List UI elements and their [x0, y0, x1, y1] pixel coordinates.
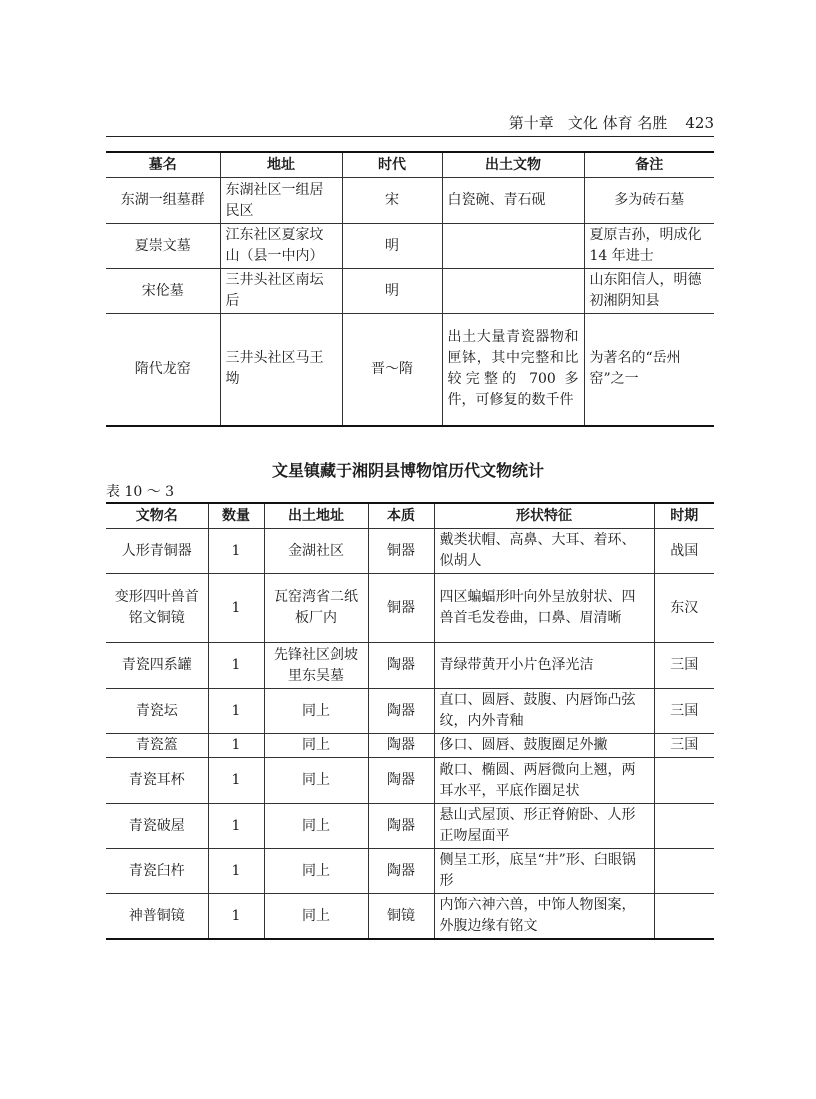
- table-cell: 陶器: [368, 734, 434, 758]
- tombs-table: [106, 151, 714, 427]
- table-header-row: [106, 152, 714, 178]
- column-header: 地址: [220, 152, 342, 178]
- table-row: [106, 894, 714, 940]
- table-row: [106, 574, 714, 643]
- table-row: [106, 529, 714, 574]
- table-cell: [442, 269, 584, 314]
- table-cell: 宋: [342, 178, 442, 224]
- table-row: [106, 804, 714, 849]
- table-cell: 夏原吉孙，明成化 14 年进士: [584, 224, 714, 269]
- table-cell: 神普铜镜: [106, 894, 208, 940]
- table-cell: 陶器: [368, 804, 434, 849]
- table-cell: 三国: [654, 734, 714, 758]
- table-cell: 三井头社区马王坳: [220, 314, 342, 426]
- table-cell: 隋代龙窑: [106, 314, 220, 426]
- table-cell: 变形四叶兽首铭文铜镜: [106, 574, 208, 643]
- table-cell: 同上: [264, 689, 368, 734]
- table-cell: 白瓷碗、青石砚: [442, 178, 584, 224]
- table-cell: 为著名的“岳州窑”之一: [584, 314, 714, 426]
- table-row: [106, 734, 714, 758]
- table-cell: 铜器: [368, 529, 434, 574]
- table-cell: 1: [208, 894, 264, 940]
- table-row: [106, 269, 714, 314]
- table-cell: 多为砖石墓: [584, 178, 714, 224]
- table-cell: 铜器: [368, 574, 434, 643]
- table-cell: 青瓷篕: [106, 734, 208, 758]
- table-number: 表 10 ～ 3: [106, 484, 175, 500]
- relics-table: [106, 502, 714, 940]
- table-cell: 东湖一组墓群: [106, 178, 220, 224]
- table-cell: 青瓷耳杯: [106, 758, 208, 804]
- table-cell: 戴类状帽、高鼻、大耳、着环、似胡人: [434, 529, 654, 574]
- table-cell: 敞口、椭圆、两唇微向上翘，两耳水平，平底作圈足状: [434, 758, 654, 804]
- table-cell: 青绿带黄开小片色泽光洁: [434, 643, 654, 689]
- table-header-row: [106, 503, 714, 529]
- table-row: [106, 224, 714, 269]
- table-cell: 同上: [264, 734, 368, 758]
- table-cell: 1: [208, 849, 264, 894]
- column-header: 时代: [342, 152, 442, 178]
- table-row: [106, 849, 714, 894]
- table-cell: 1: [208, 689, 264, 734]
- column-header: 时期: [654, 503, 714, 529]
- table-cell: 金湖社区: [264, 529, 368, 574]
- table-cell: 青瓷四系罐: [106, 643, 208, 689]
- table-cell: 1: [208, 574, 264, 643]
- column-header: 数量: [208, 503, 264, 529]
- table-cell: 三国: [654, 689, 714, 734]
- table-cell: 1: [208, 734, 264, 758]
- table-cell: 1: [208, 804, 264, 849]
- table-cell: [654, 804, 714, 849]
- table-cell: 东汉: [654, 574, 714, 643]
- column-header: 形状特征: [434, 503, 654, 529]
- table-cell: 青瓷臼杵: [106, 849, 208, 894]
- table-cell: 三国: [654, 643, 714, 689]
- table-cell: 青瓷坛: [106, 689, 208, 734]
- table-cell: 同上: [264, 758, 368, 804]
- table-cell: 明: [342, 269, 442, 314]
- table-row: [106, 689, 714, 734]
- table-row: [106, 314, 714, 426]
- table-cell: 宋伦墓: [106, 269, 220, 314]
- table-cell: 晋～隋: [342, 314, 442, 426]
- table-cell: 侈口、圆唇、鼓腹圈足外撇: [434, 734, 654, 758]
- table-cell: 山东阳信人，明德初湘阴知县: [584, 269, 714, 314]
- table-cell: 陶器: [368, 758, 434, 804]
- table-cell: 直口、圆唇、鼓腹、内唇饰凸弦纹，内外青釉: [434, 689, 654, 734]
- table-cell: 明: [342, 224, 442, 269]
- column-header: 文物名: [106, 503, 208, 529]
- column-header: 本质: [368, 503, 434, 529]
- table-row: [106, 643, 714, 689]
- table-cell: 四区蝙蝠形叶向外呈放射状、四兽首毛发卷曲，口鼻、眉清晰: [434, 574, 654, 643]
- table-row: [106, 178, 714, 224]
- table-cell: 陶器: [368, 849, 434, 894]
- table-cell: 悬山式屋顶、形正脊俯卧、人形正吻屋面平: [434, 804, 654, 849]
- table-cell: 侧呈工形，底呈“井”形、臼眼锅形: [434, 849, 654, 894]
- table-cell: 1: [208, 643, 264, 689]
- table-cell: 内饰六神六兽，中饰人物图案，外腹边缘有铭文: [434, 894, 654, 940]
- table-cell: 江东社区夏家坟山（县一中内）: [220, 224, 342, 269]
- table-cell: 人形青铜器: [106, 529, 208, 574]
- column-header: 出土文物: [442, 152, 584, 178]
- chapter-heading: [495, 112, 714, 133]
- page-number: 423: [685, 114, 714, 132]
- table-cell: 1: [208, 529, 264, 574]
- table-cell: 青瓷破屋: [106, 804, 208, 849]
- table-cell: [654, 894, 714, 940]
- running-header: [106, 110, 714, 137]
- table-cell: 夏崇文墓: [106, 224, 220, 269]
- table-cell: [654, 758, 714, 804]
- column-header: 出土地址: [264, 503, 368, 529]
- table-cell: 陶器: [368, 689, 434, 734]
- table-cell: 1: [208, 758, 264, 804]
- chapter-title: 文化 体育 名胜: [567, 114, 668, 132]
- table-cell: 陶器: [368, 643, 434, 689]
- table-cell: 东湖社区一组居民区: [220, 178, 342, 224]
- table-cell: 战国: [654, 529, 714, 574]
- table-cell: 同上: [264, 804, 368, 849]
- table-cell: 出土大量青瓷器物和匣钵，其中完整和比较完整的 700 多件，可修复的数千件: [442, 314, 584, 426]
- column-header: 墓名: [106, 152, 220, 178]
- table-cell: 同上: [264, 849, 368, 894]
- chapter-number: 第十章: [508, 114, 554, 132]
- table-cell: 瓦窑湾省二纸板厂内: [264, 574, 368, 643]
- table-cell: 三井头社区南坛后: [220, 269, 342, 314]
- table-cell: [654, 849, 714, 894]
- table-row: [106, 758, 714, 804]
- table-cell: 先锋社区剑坡里东吴墓: [264, 643, 368, 689]
- table-cell: [442, 224, 584, 269]
- table-cell: 铜镜: [368, 894, 434, 940]
- table-caption: 文星镇藏于湘阴县博物馆历代文物统计: [271, 461, 544, 480]
- table-cell: 同上: [264, 894, 368, 940]
- column-header: 备注: [584, 152, 714, 178]
